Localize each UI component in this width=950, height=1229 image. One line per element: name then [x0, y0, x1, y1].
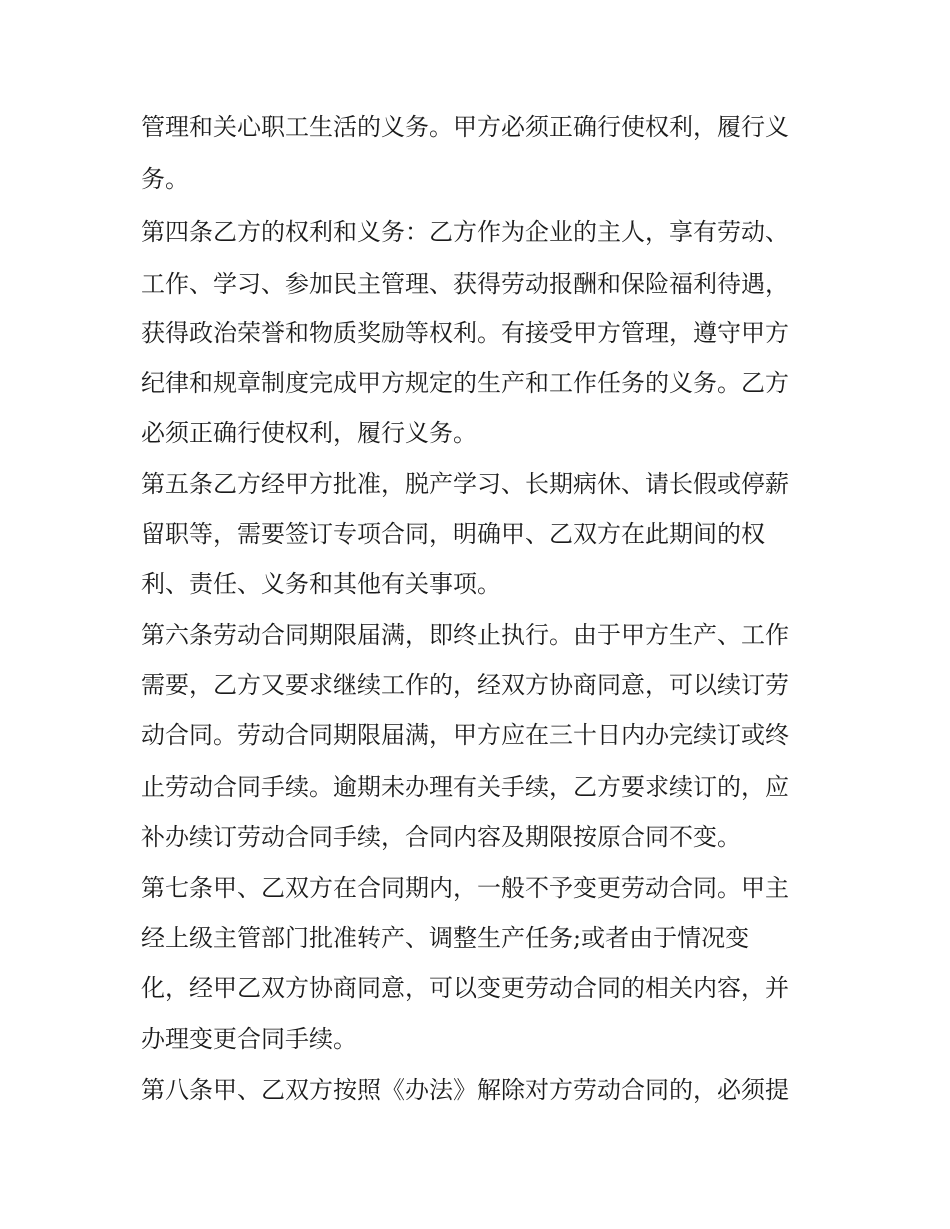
- text-line: 化，经甲乙双方协商同意，可以变更劳动合同的相关内容，并: [141, 974, 789, 1002]
- text-line: 第五条乙方经甲方批准，脱产学习、长期病休、请长假或停薪: [141, 470, 789, 498]
- text-line: 第八条甲、乙双方按照《办法》解除对方劳动合同的，必须提: [141, 1076, 789, 1104]
- text-line: 必须正确行使权利，履行义务。: [141, 419, 477, 447]
- text-line: 补办续订劳动合同手续，合同内容及期限按原合同不变。: [141, 823, 741, 851]
- text-line: 第七条甲、乙双方在合同期内，一般不予变更劳动合同。甲主: [141, 874, 789, 902]
- text-line: 纪律和规章制度完成甲方规定的生产和工作任务的义务。乙方: [141, 369, 789, 397]
- text-line: 管理和关心职工生活的义务。甲方必须正确行使权利，履行义: [141, 113, 789, 141]
- text-line: 工作、学习、参加民主管理、获得劳动报酬和保险福利待遇，: [141, 270, 789, 298]
- text-line: 第四条乙方的权利和义务：乙方作为企业的主人，享有劳动、: [141, 218, 789, 246]
- text-line: 办理变更合同手续。: [141, 1025, 357, 1053]
- text-line: 经上级主管部门批准转产、调整生产任务;或者由于情况变: [141, 924, 750, 952]
- text-line: 动合同。劳动合同期限届满，甲方应在三十日内办完续订或终: [141, 721, 789, 749]
- text-line: 务。: [141, 165, 189, 193]
- text-line: 第六条劳动合同期限届满，即终止执行。由于甲方生产、工作: [141, 621, 789, 649]
- text-line: 利、责任、义务和其他有关事项。: [141, 570, 501, 598]
- text-line: 留职等，需要签订专项合同，明确甲、乙双方在此期间的权: [141, 520, 765, 548]
- text-line: 止劳动合同手续。逾期未办理有关手续，乙方要求续订的，应: [141, 773, 789, 801]
- text-line: 获得政治荣誉和物质奖励等权利。有接受甲方管理，遵守甲方: [141, 319, 789, 347]
- text-line: 需要，乙方又要求继续工作的，经双方协商同意，可以续订劳: [141, 671, 789, 699]
